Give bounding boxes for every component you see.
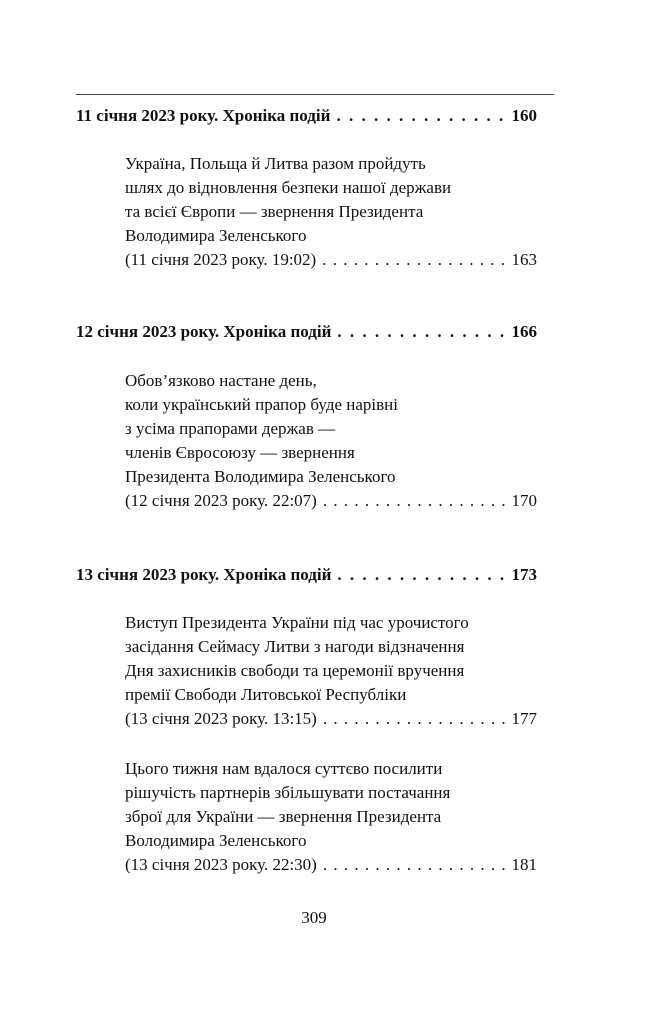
- toc-section-title[interactable]: [76, 104, 537, 128]
- entry-date: (12 січня 2023 року. 22:07): [125, 491, 317, 510]
- page-number: 309: [301, 908, 327, 927]
- entry-page-number: 163: [511, 250, 537, 269]
- section-title-text: 12 січня 2023 року. Хроніка подій: [76, 322, 332, 341]
- entry-line: зброї для України — звернення Президента: [125, 807, 442, 826]
- entry-page-number: 177: [511, 709, 537, 728]
- entry-line: коли український прапор буде нарівні: [125, 395, 398, 414]
- dot-leader: [337, 563, 505, 587]
- dot-leader: [322, 248, 505, 272]
- section-page-number: 173: [511, 565, 537, 584]
- entry-line: Обов’язково настане день,: [125, 371, 317, 390]
- section-page-number: 166: [511, 322, 537, 341]
- entry-date: (13 січня 2023 року. 22:30): [125, 855, 317, 874]
- toc-section-title[interactable]: [76, 320, 537, 344]
- entry-line: Володимира Зеленського: [125, 226, 307, 245]
- dot-leader: [323, 489, 506, 513]
- entry-page-number: 170: [511, 491, 537, 510]
- dot-leader: [337, 320, 505, 344]
- toc-entry[interactable]: [125, 757, 537, 877]
- entry-line: премії Свободи Литовської Республіки: [125, 685, 407, 704]
- entry-last-line: [125, 853, 537, 877]
- entry-page-number: 181: [511, 855, 537, 874]
- entry-last-line: [125, 489, 537, 513]
- entry-line: засідання Сеймасу Литви з нагоди відзначення: [125, 637, 465, 656]
- section-title-text: 11 січня 2023 року. Хроніка подій: [76, 106, 331, 125]
- entry-line: Виступ Президента України під час урочистого: [125, 613, 469, 632]
- section-title-text: 13 січня 2023 року. Хроніка подій: [76, 565, 332, 584]
- entry-date: (11 січня 2023 року. 19:02): [125, 250, 317, 269]
- dot-leader: [336, 104, 505, 128]
- entry-line: Дня захисників свободи та церемонії вручення: [125, 661, 465, 680]
- entry-last-line: [125, 248, 537, 272]
- section-page-number: 160: [511, 106, 537, 125]
- entry-line: шлях до відновлення безпеки нашої держави: [125, 178, 452, 197]
- entry-last-line: [125, 707, 537, 731]
- entry-date: (13 січня 2023 року. 13:15): [125, 709, 317, 728]
- entry-line: та всієї Європи — звернення Президента: [125, 202, 424, 221]
- entry-line: з усіма прапорами держав —: [125, 419, 336, 438]
- entry-line: Україна, Польща й Литва разом пройдуть: [125, 154, 426, 173]
- entry-line: Президента Володимира Зеленського: [125, 467, 396, 486]
- entry-line: рішучість партнерів збільшувати постачання: [125, 783, 451, 802]
- dot-leader: [323, 853, 506, 877]
- toc-entry[interactable]: [125, 369, 537, 513]
- top-rule: [76, 94, 554, 95]
- toc-entry[interactable]: [125, 152, 537, 272]
- entry-line: Володимира Зеленського: [125, 831, 307, 850]
- entry-line: Цього тижня нам вдалося суттєво посилити: [125, 759, 443, 778]
- toc-section-title[interactable]: [76, 563, 537, 587]
- dot-leader: [323, 707, 506, 731]
- entry-line: членів Євросоюзу — звернення: [125, 443, 355, 462]
- toc-entry[interactable]: [125, 611, 537, 731]
